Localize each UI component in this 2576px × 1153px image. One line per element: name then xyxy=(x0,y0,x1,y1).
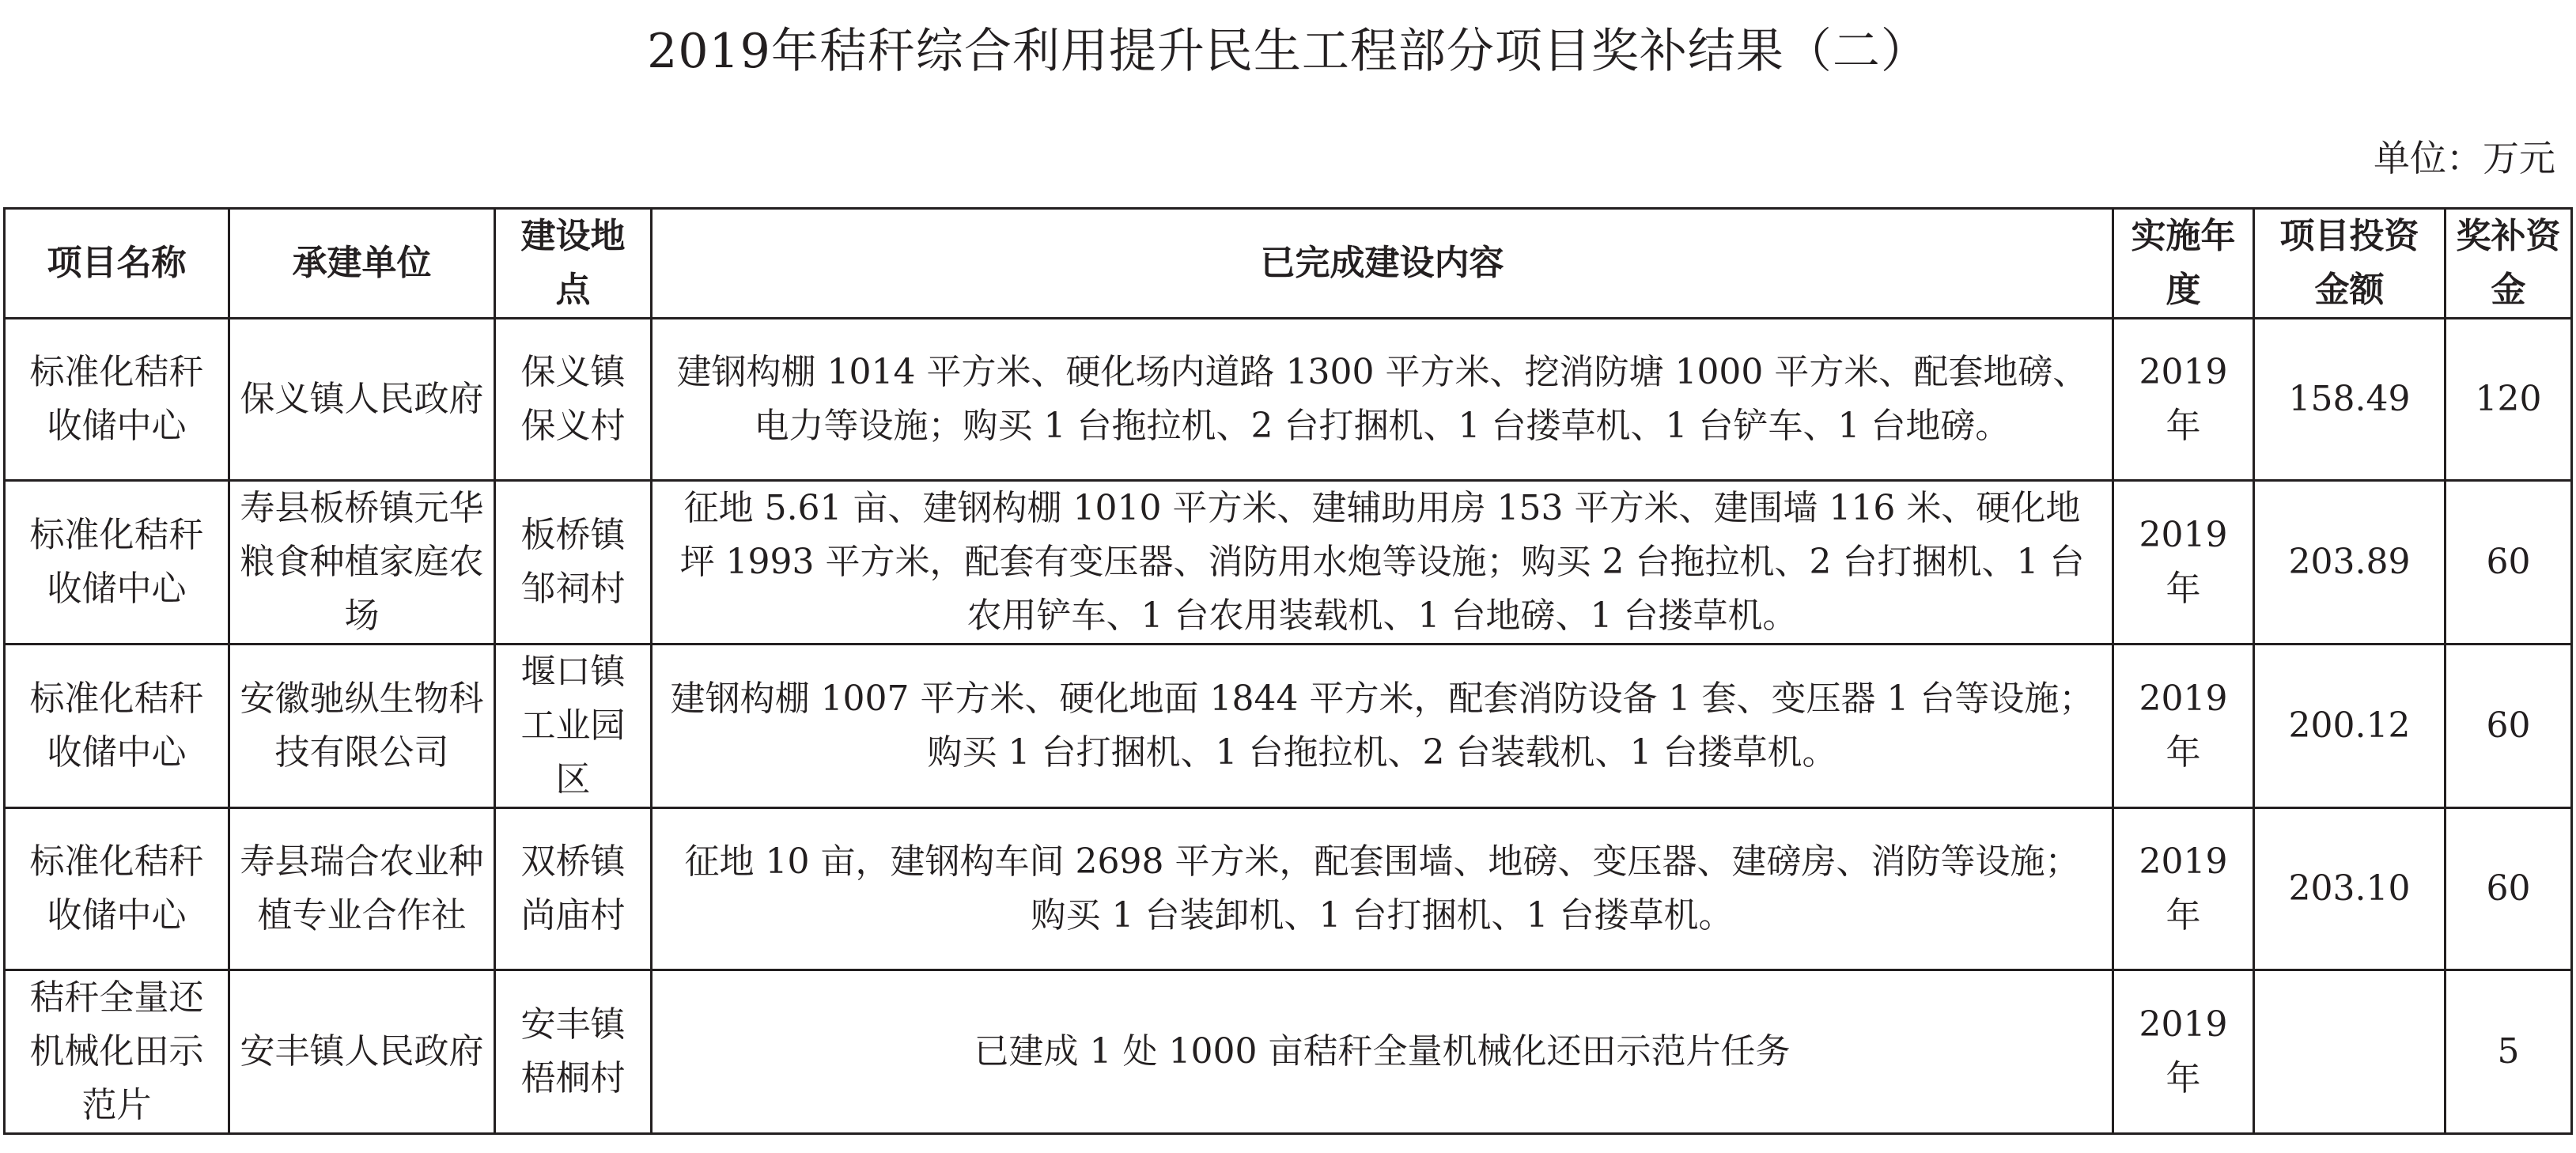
header-location: 建设地点 xyxy=(495,209,652,319)
cell-year: 2019年 xyxy=(2113,808,2254,970)
cell-project-name: 标准化秸秆收储中心 xyxy=(5,319,229,481)
header-subsidy: 奖补资金 xyxy=(2445,209,2572,319)
cell-content: 征地 10 亩，建钢构车间 2698 平方米，配套围墙、地磅、变压器、建磅房、消防等设施；购买 1 台装卸机、1 台打捆机、1 台搂草机。 xyxy=(652,808,2113,970)
table-row xyxy=(5,481,2572,645)
page-title: 2019年秸秆综合利用提升民生工程部分项目奖补结果（二） xyxy=(647,24,1929,79)
cell-investment: 203.89 xyxy=(2254,481,2445,645)
header-content: 已完成建设内容 xyxy=(652,209,2113,319)
cell-subsidy: 5 xyxy=(2445,970,2572,1134)
cell-subsidy: 60 xyxy=(2445,481,2572,645)
cell-location: 板桥镇邹祠村 xyxy=(495,481,652,645)
cell-project-name: 标准化秸秆收储中心 xyxy=(5,645,229,808)
cell-year: 2019年 xyxy=(2113,481,2254,645)
cell-year: 2019年 xyxy=(2113,319,2254,481)
cell-investment: 158.49 xyxy=(2254,319,2445,481)
cell-content: 征地 5.61 亩、建钢构棚 1010 平方米、建辅助用房 153 平方米、建围墙 116 米、硬化地坪 1993 平方米，配套有变压器、消防用水炮等设施；购买 2 台拖拉机、2 台打捆机、1 台农用铲车、1 台农用装载机、1 台地磅、1 台搂草机。 xyxy=(652,481,2113,645)
cell-location: 安丰镇梧桐村 xyxy=(495,970,652,1134)
header-builder: 承建单位 xyxy=(229,209,495,319)
table-row xyxy=(5,808,2572,970)
cell-investment: 203.10 xyxy=(2254,808,2445,970)
cell-builder: 安丰镇人民政府 xyxy=(229,970,495,1134)
table-row xyxy=(5,645,2572,808)
unit-label: 单位：万元 xyxy=(2374,137,2555,180)
results-table xyxy=(3,207,2573,1135)
cell-project-name: 秸秆全量还机械化田示范片 xyxy=(5,970,229,1134)
cell-builder: 安徽驰纵生物科技有限公司 xyxy=(229,645,495,808)
header-project-name: 项目名称 xyxy=(5,209,229,319)
cell-year: 2019年 xyxy=(2113,645,2254,808)
cell-subsidy: 60 xyxy=(2445,645,2572,808)
cell-builder: 寿县板桥镇元华粮食种植家庭农场 xyxy=(229,481,495,645)
table-row xyxy=(5,319,2572,481)
cell-investment: 200.12 xyxy=(2254,645,2445,808)
cell-builder: 保义镇人民政府 xyxy=(229,319,495,481)
cell-year: 2019年 xyxy=(2113,970,2254,1134)
header-investment: 项目投资金额 xyxy=(2254,209,2445,319)
cell-location: 双桥镇尚庙村 xyxy=(495,808,652,970)
cell-content: 建钢构棚 1007 平方米、硬化地面 1844 平方米，配套消防设备 1 套、变压器 1 台等设施；购买 1 台打捆机、1 台拖拉机、2 台装载机、1 台搂草机。 xyxy=(652,645,2113,808)
table-row xyxy=(5,970,2572,1134)
cell-location: 堰口镇工业园区 xyxy=(495,645,652,808)
table-header-row xyxy=(5,209,2572,319)
cell-content: 已建成 1 处 1000 亩秸秆全量机械化还田示范片任务 xyxy=(652,970,2113,1134)
cell-content: 建钢构棚 1014 平方米、硬化场内道路 1300 平方米、挖消防塘 1000 平方米、配套地磅、电力等设施；购买 1 台拖拉机、2 台打捆机、1 台搂草机、1 台铲车、1 台地磅。 xyxy=(652,319,2113,481)
header-year: 实施年度 xyxy=(2113,209,2254,319)
cell-subsidy: 120 xyxy=(2445,319,2572,481)
cell-location: 保义镇保义村 xyxy=(495,319,652,481)
cell-project-name: 标准化秸秆收储中心 xyxy=(5,808,229,970)
cell-builder: 寿县瑞合农业种植专业合作社 xyxy=(229,808,495,970)
cell-project-name: 标准化秸秆收储中心 xyxy=(5,481,229,645)
cell-investment xyxy=(2254,970,2445,1134)
cell-subsidy: 60 xyxy=(2445,808,2572,970)
